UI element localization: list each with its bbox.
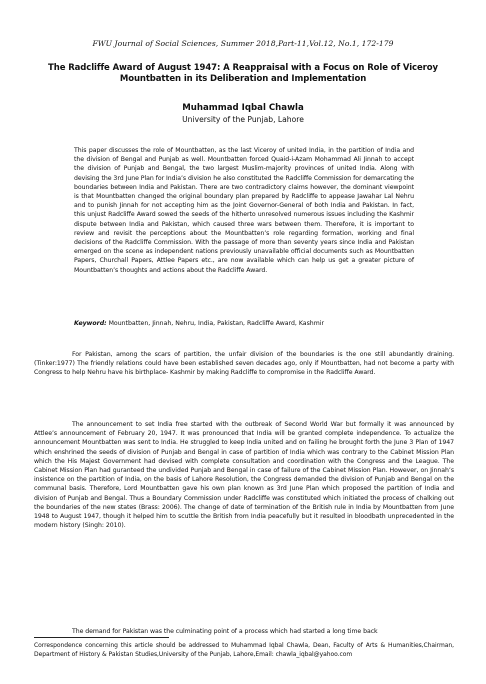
paragraph-text: For Pakistan, among the scars of partition, the unfair division of the boundaries is the one still abundantly draining. (Tinker:1977) The friendly relations could have been established seven decades ago, only if Mountbatten, had not become a party with Congress to help Nehru have his birthplace- Kashmir by making Radcliffe to compromise in the Radcliffe Award.: [34, 351, 454, 377]
author-name: Muhammad Iqbal Chawla: [182, 103, 304, 113]
body-paragraph: [34, 350, 454, 378]
keywords-label: Keyword:: [74, 320, 107, 327]
body-paragraph: [34, 420, 454, 530]
keywords: [74, 319, 414, 328]
abstract: This paper discusses the role of Mountbatten, as the last Viceroy of united India, in the partition of India and the division of Bengal and Punjab as well. Mountbatten forced Quaid-i-Azam Mohammad Ali Jinnah to accept the division of Punjab and Bengal, the two largest Muslim-majority provinces of united India. Along with devising the 3rd June Plan for India’s division he also constituted the Radcliffe Commission for demarcating the boundaries between India and Pakistan. There are two contradictory claims however, the dominant viewpoint is that Mountbatten changed the original boundary plan prepared by Radcliffe to appease Jawahar Lal Nehru and to punish Jinnah for not accepting him as the Joint Governor-General of both India and Pakistan. In fact, this unjust Radcliffe Award sowed the seeds of the hitherto unresolved numerous issues including the Kashmir dispute between India and Pakistan, which caused three wars between them. Therefore, it is important to review and revisit the perceptions about the Mountbatten’s role regarding formation, working and final decisions of the Radcliffe Commission. With the passage of more than seventy years since India and Pakistan emerged on the scene as independent nations previously unavailable official documents such as Mountbatten Papers, Churchall Papers, Attlee Papers etc., are now available which can help us get a greater picture of Mountbatten’s thoughts and actions about the Radcliffe Award.: [74, 147, 414, 274]
paragraph-text: The demand for Pakistan was the culminating point of a process which had started a long time back: [72, 628, 378, 635]
body-paragraph: [34, 627, 454, 636]
journal-header: FWU Journal of Social Sciences, Summer 2018,Part-11,Vol.12, No.1, 172-179: [92, 39, 394, 48]
article-title: The Radcliffe Award of August 1947: A Reappraisal with a Focus on Role of Viceroy Mountbatten in its Deliberation and Implementation: [48, 63, 438, 84]
keywords-list: Mountbatten, Jinnah, Nehru, India, Pakistan, Radcliffe Award, Kashmir: [108, 320, 325, 327]
footnote-divider: [34, 637, 169, 638]
paragraph-text: The announcement to set India free started with the outbreak of Second World War but formally it was announced by Attlee’s announcement of February 20, 1947. It was pronounced that India will be granted complete independence. To actualize the announcement Mountbatten was sent to India. He struggled to keep India united and on failing he brought forth the June 3 Plan of 1947 which enshrined the seeds of division of Punjab and Bengal in case of partition of India which was contrary to the Cabinet Mission Plan which the His Majest Government had devised with complete consultation and coordination with the Congress and the League. The Cabinet Mission Plan had guranteed the undivided Punjab and Bengal in case of failure of the Cabinet Mission Plan. However, on Jinnah’s insistence on the partition of India, on the basis of Lahore Resolution, the Congress demanded the division of Punjab and Bengal on the communal basis. Therefore, Lord Mountbatten gave his own plan known as 3rd June Plan which proposed the partition of India and division of Punjab and Bengal. Thus a Boundary Commission under Radcliffe was constituted which initiated the process of chalking out the boundaries of the new states (Brass: 2006). The change of date of termination of the British rule in India by Mountbatten from June 1948 to August 1947, though it helped him to scuttle the British from India peacefully but it resulted in bloodbath unprecedented in the modern history (Singh: 2010).: [34, 421, 454, 530]
footnote: Correspondence concerning this article should be addressed to Muhammad Iqbal Chawla, Dean, Faculty of Arts & Humanities,Chairman, Department of History & Pakistan Studies,University of the Punjab, Lahore,Email: chawla_iqbal@yahoo.com: [34, 642, 454, 658]
author-affiliation: University of the Punjab, Lahore: [182, 115, 304, 124]
